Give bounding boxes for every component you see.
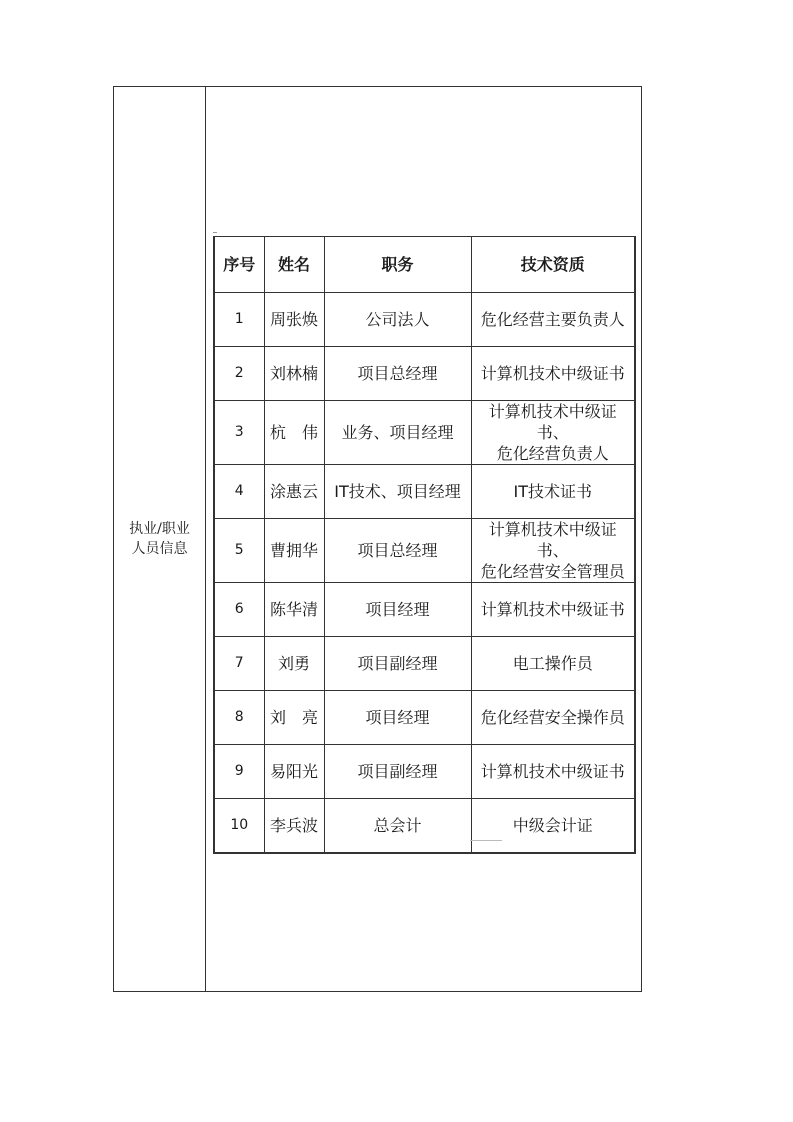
cell-serial: 8: [214, 691, 264, 745]
table-row: [214, 583, 635, 637]
cell-name: 刘勇: [264, 637, 324, 691]
cell-serial: 6: [214, 583, 264, 637]
table-row: [214, 745, 635, 799]
cell-qualification: [471, 745, 635, 799]
table-row: [214, 691, 635, 745]
cell-name: 周张焕: [264, 293, 324, 347]
qualification-line1: 计算机技术中级证书: [480, 762, 625, 781]
header-serial: 序号: [214, 237, 264, 293]
cell-position: 项目总经理: [324, 347, 471, 401]
cell-qualification: [471, 519, 635, 583]
header-position: 职务: [324, 237, 471, 293]
qualification-line1: 危化经营主要负责人: [480, 310, 625, 329]
qualification-line1: 计算机技术中级证书: [480, 364, 625, 383]
section-label-line2: 人员信息: [131, 541, 188, 557]
cell-position: 项目副经理: [324, 745, 471, 799]
table-header-row: [214, 237, 635, 293]
qualification-line1: 中级会计证: [512, 816, 593, 835]
cell-serial: 2: [214, 347, 264, 401]
cell-position: 公司法人: [324, 293, 471, 347]
qualification-line1: 计算机技术中级证书、: [488, 520, 617, 560]
cell-qualification: [471, 293, 635, 347]
table-row: [214, 347, 635, 401]
cell-position: 项目副经理: [324, 637, 471, 691]
cell-qualification: [471, 799, 635, 854]
header-name: 姓名: [264, 237, 324, 293]
cell-serial: 4: [214, 465, 264, 519]
cell-qualification: [471, 583, 635, 637]
cell-serial: 9: [214, 745, 264, 799]
cell-name: 刘林楠: [264, 347, 324, 401]
cell-serial: 10: [214, 799, 264, 854]
qualification-line1: 危化经营安全操作员: [480, 708, 625, 727]
cell-name: 陈华清: [264, 583, 324, 637]
frame-divider: [205, 87, 206, 991]
qualification-line1: 电工操作员: [512, 654, 593, 673]
cell-qualification: [471, 691, 635, 745]
qualification-line2: 危化经营负责人: [496, 444, 609, 463]
cell-serial: 3: [214, 401, 264, 465]
cell-name: 曹拥华: [264, 519, 324, 583]
cell-qualification: [471, 347, 635, 401]
cell-serial: 5: [214, 519, 264, 583]
section-label-line1: 执业/职业: [129, 521, 190, 537]
cell-name: 杭 伟: [264, 401, 324, 465]
cell-qualification: [471, 637, 635, 691]
cell-name: 涂惠云: [264, 465, 324, 519]
cell-qualification: [471, 401, 635, 465]
section-label: [114, 87, 205, 991]
table-row: [214, 637, 635, 691]
cell-position: 项目经理: [324, 691, 471, 745]
table-row: [214, 519, 635, 583]
header-qualification: 技术资质: [471, 237, 635, 293]
table-row: [214, 799, 635, 854]
table-row: [214, 293, 635, 347]
table-row: [214, 465, 635, 519]
cell-serial: 7: [214, 637, 264, 691]
cell-position: 业务、项目经理: [324, 401, 471, 465]
table-corner-mark: [213, 232, 217, 233]
cell-position: IT技术、项目经理: [324, 465, 471, 519]
footer-mark: [470, 840, 502, 841]
cell-name: 易阳光: [264, 745, 324, 799]
cell-position: 项目总经理: [324, 519, 471, 583]
cell-position: 总会计: [324, 799, 471, 854]
cell-qualification: [471, 465, 635, 519]
personnel-table: [213, 236, 636, 854]
cell-serial: 1: [214, 293, 264, 347]
qualification-line1: 计算机技术中级证书: [480, 600, 625, 619]
qualification-line2: 危化经营安全管理员: [480, 562, 625, 581]
qualification-line1: 计算机技术中级证书、: [488, 402, 617, 442]
table-row: [214, 401, 635, 465]
cell-name: 李兵波: [264, 799, 324, 854]
cell-position: 项目经理: [324, 583, 471, 637]
cell-name: 刘 亮: [264, 691, 324, 745]
qualification-line1: IT技术证书: [513, 482, 592, 501]
